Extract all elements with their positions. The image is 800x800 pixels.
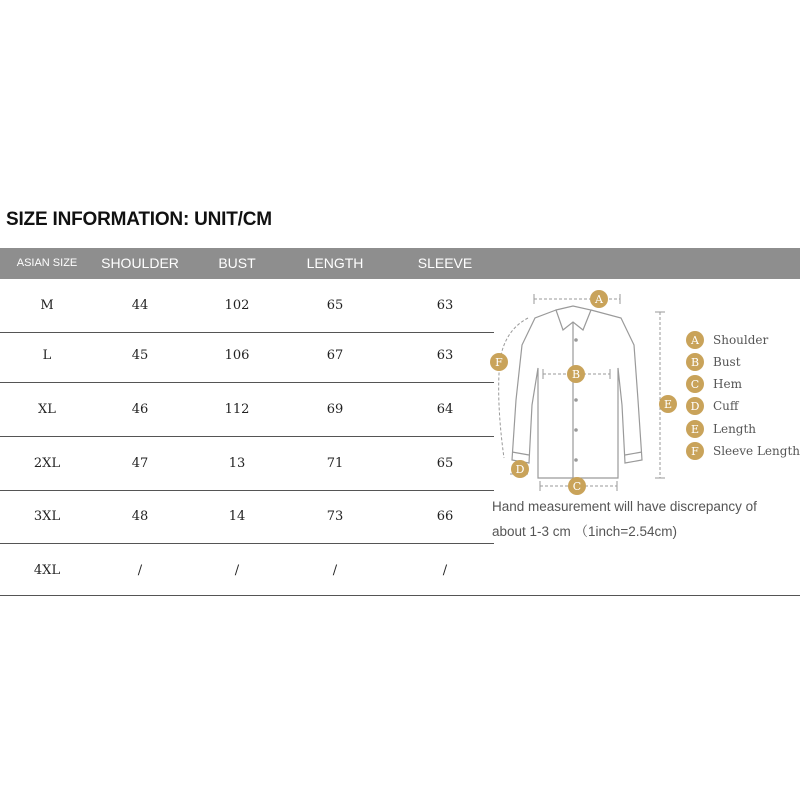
column-header-sleeve: SLEEVE	[417, 255, 473, 271]
measurement-note-line-2: about 1-3 cm （1inch=2.54cm)	[492, 524, 677, 539]
table-bottom-border	[0, 595, 800, 596]
cell-length: 71	[326, 456, 344, 471]
column-header-length: LENGTH	[306, 255, 364, 271]
marker-b-icon	[567, 365, 585, 383]
cell-sleeve: 64	[436, 402, 454, 417]
cell-length: 73	[326, 509, 344, 524]
table-row	[0, 437, 494, 491]
legend-label: Cuff	[713, 399, 739, 413]
legend-item-bust	[686, 353, 741, 371]
cell-sleeve: 63	[436, 348, 454, 363]
column-header-asian-size: ASIAN SIZE	[16, 257, 78, 269]
marker-d-icon	[511, 460, 529, 478]
legend-label: Shoulder	[713, 333, 769, 347]
table-row	[0, 329, 494, 383]
cell-bust: 14	[228, 509, 246, 524]
cell-sleeve: 65	[436, 456, 454, 471]
legend-label: Bust	[713, 355, 741, 369]
cell-shoulder: 47	[131, 456, 149, 471]
badge-e-icon: E	[686, 420, 704, 438]
svg-text:E: E	[663, 398, 673, 411]
legend-item-hem	[686, 375, 742, 393]
cell-bust: 102	[224, 298, 250, 313]
badge-f-icon: F	[686, 442, 704, 460]
cell-size: 4XL	[33, 563, 61, 578]
cell-length: 67	[326, 348, 344, 363]
legend-label: Sleeve Length	[713, 444, 800, 458]
cell-size: XL	[38, 402, 56, 417]
svg-text:A: A	[595, 293, 603, 306]
svg-text:C: C	[572, 480, 582, 493]
cell-bust: 13	[228, 456, 246, 471]
legend-label: Length	[713, 422, 757, 436]
badge-d-icon: D	[686, 397, 704, 415]
marker-c-icon	[568, 477, 586, 495]
cell-shoulder: /	[137, 563, 143, 578]
badge-b-icon: B	[686, 353, 704, 371]
cell-sleeve: 66	[436, 509, 454, 524]
cell-shoulder: 48	[131, 509, 149, 524]
table-row	[0, 490, 494, 544]
cell-length: 69	[326, 402, 344, 417]
table-row	[0, 544, 494, 597]
table-header	[0, 248, 800, 279]
column-header-shoulder: SHOULDER	[101, 255, 179, 271]
svg-text:B: B	[571, 368, 581, 381]
svg-text:D: D	[515, 463, 525, 476]
marker-f-icon	[490, 353, 508, 371]
svg-text:F: F	[495, 356, 503, 369]
page-title: SIZE INFORMATION: UNIT/CM	[6, 209, 272, 230]
column-header-bust: BUST	[218, 255, 256, 271]
cell-size: 2XL	[33, 456, 61, 471]
table-row	[0, 383, 494, 437]
cell-shoulder: 44	[131, 298, 149, 313]
cell-bust: 112	[224, 402, 250, 417]
legend-label: Hem	[713, 377, 742, 391]
cell-shoulder: 45	[131, 348, 149, 363]
legend-item-cuff	[686, 397, 738, 415]
marker-a-icon	[590, 290, 608, 308]
cell-bust: 106	[224, 348, 250, 363]
cell-shoulder: 46	[131, 402, 149, 417]
measurement-note-line-1: Hand measurement will have discrepancy of	[492, 499, 757, 514]
cell-length: 65	[326, 298, 344, 313]
cell-size: M	[40, 298, 54, 313]
cell-sleeve: 63	[436, 298, 454, 313]
cell-size: 3XL	[33, 509, 61, 524]
cell-sleeve: /	[442, 563, 448, 578]
badge-c-icon: C	[686, 375, 704, 393]
cell-size: L	[42, 348, 52, 363]
table-row	[0, 279, 494, 333]
cell-bust: /	[234, 563, 240, 578]
legend-item-length	[686, 420, 756, 438]
badge-a-icon: A	[686, 331, 704, 349]
cell-length: /	[332, 563, 338, 578]
marker-e-icon	[659, 395, 677, 413]
legend-item-shoulder	[686, 331, 768, 349]
legend-item-sleeve-length	[686, 442, 800, 460]
